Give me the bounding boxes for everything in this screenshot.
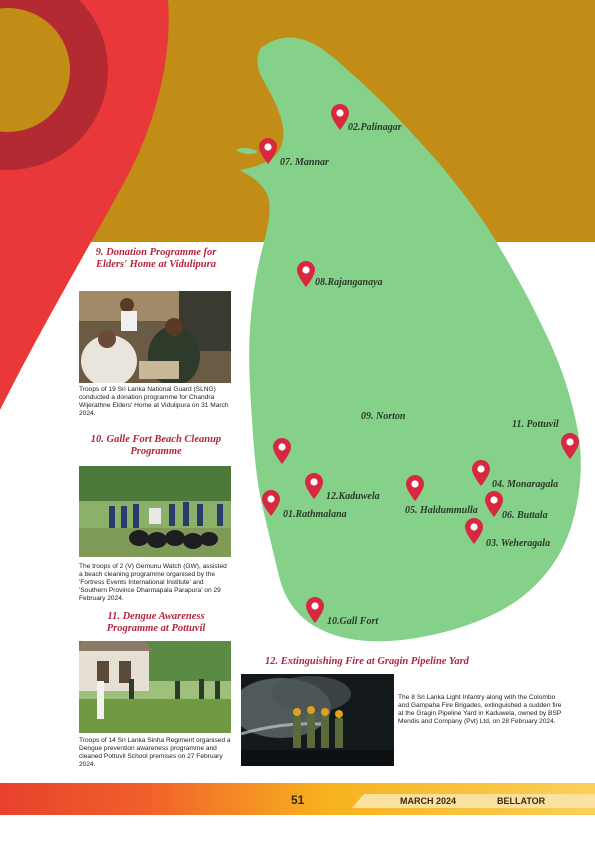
map-label-monaragala: 04. Monaragala [492,479,559,490]
article-heading-dengue: 11. Dengue Awareness Programme at Pottuvil [106,611,206,634]
photo-fire-extinguishing [241,674,394,766]
map-label-mannar: 07. Mannar [280,157,329,168]
map-label-buttala: 06. Buttala [502,510,548,521]
article-caption-fire: The 8 Sri Lanka Light Infantry along with the Colombo and Gampaha Fire Brigades, extinguished a sudden fire at the Gragin Pipeline Yard in Kaduwela, owned by BSP Mendis and Company (Pvt) Ltd, on 28 February 2024. [398,694,562,725]
article-heading-donation: 9. Donation Programme for Elders' Home at Vidulipura [95,247,217,270]
article-heading-fire: 12. Extinguishing Fire at Gragin Pipeline Yard [265,656,469,667]
map-label-palinagar: 02.Palinagar [348,122,402,133]
map-pin-icon-rajanganaya [297,261,315,287]
map-pin-icon-pottuvil [561,433,579,459]
map-label-norton: 09. Norton [361,411,406,422]
article-heading-beach-cleanup: 10. Galle Fort Beach Cleanup Programme [90,434,222,457]
map-label-haldummulla: 05. Haldummulla [405,505,478,516]
map-label-kaduwela: 12.Kaduwela [326,491,380,502]
map-pin-icon-gallfort [306,597,324,623]
map-label-rajanganaya: 08.Rajanganaya [315,277,383,288]
map-pin-icon-mannar [259,138,277,164]
page-number: 51 [291,793,305,807]
footer-strip [352,794,595,808]
map-pin-icon-monaragala [472,460,490,486]
map-pin-icon-rathmalana [262,490,280,516]
article-caption-beach-cleanup: The troops of 2 (V) Gemunu Watch (GW), assisted a beach cleaning programme organised by the 'Fortress Events International Institute' and 'Southern Province Dharmapala Parapura' on 29 February 2024. [79,563,227,602]
map-pin-icon-palinagar [331,104,349,130]
photo-beach-cleanup [79,466,231,557]
map-label-pottuvil: 11. Pottuvil [512,419,559,430]
photo-dengue-awareness [79,641,231,733]
map-label-weheragala: 03. Weheragala [486,538,551,549]
article-caption-donation: Troops of 19 Sri Lanka National Guard (SLNG) conducted a donation programme for Chandra Wijerathne Elders' Home at Vidulipura on 31 March 2024. [79,386,229,417]
map-pin-icon-buttala [485,491,503,517]
map-pin-icon-norton [273,438,291,464]
map-pin-icon-kaduwela [305,473,323,499]
map-pin-icon-weheragala [465,518,483,544]
map-label-rathmalana: 01.Rathmalana [283,509,347,520]
map-label-gall-fort: 10.Gall Fort [327,616,379,627]
article-caption-dengue: Troops of 14 Sri Lanka Sinha Regiment organised a Dengue prevention awareness programme and cleaned Pottuvil School premises on 27 February 2024. [79,737,231,768]
map-pin-icon-haldummulla [406,475,424,501]
footer-issue-date: MARCH 2024 [400,796,457,806]
footer-magazine-name: BELLATOR [497,796,546,806]
photo-donation-programme [79,291,231,383]
